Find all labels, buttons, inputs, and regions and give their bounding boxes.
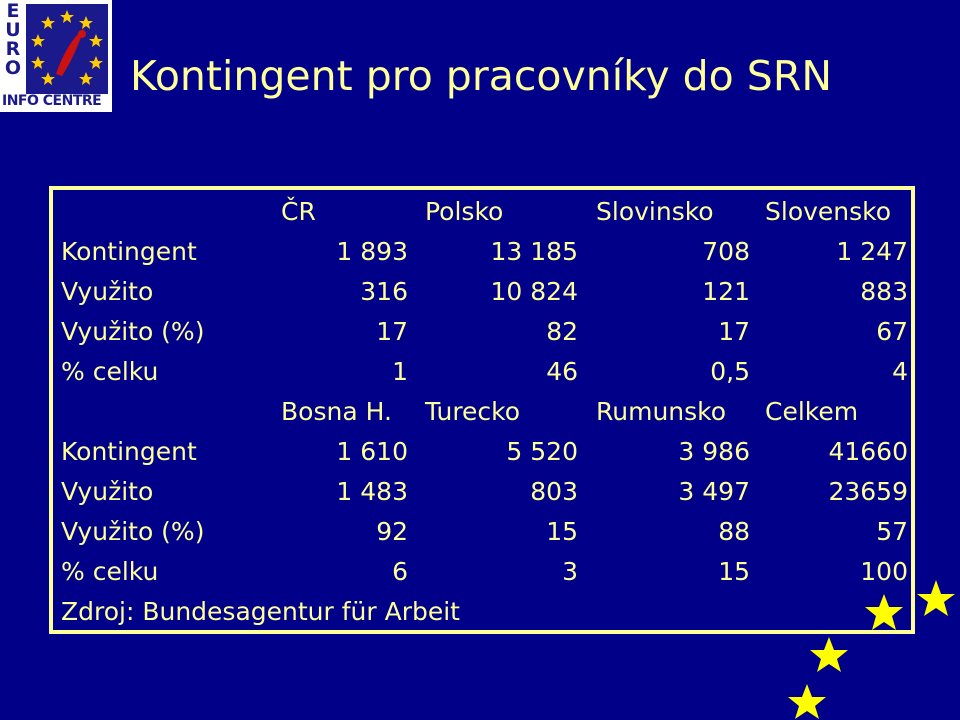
table-cell: 100 bbox=[860, 557, 908, 586]
star-icon bbox=[810, 637, 848, 672]
table-row bbox=[53, 552, 911, 592]
table-cell: 0,5 bbox=[710, 357, 750, 386]
table-cell: 15 bbox=[718, 557, 750, 586]
column-header: Turecko bbox=[425, 397, 521, 426]
column-header: Polsko bbox=[425, 197, 504, 226]
table-cell: 92 bbox=[376, 517, 408, 546]
table-row bbox=[53, 232, 911, 272]
table-cell: 3 497 bbox=[678, 477, 750, 506]
logo-vertical-text bbox=[1, 2, 25, 78]
column-header: Bosna H. bbox=[281, 397, 392, 426]
column-header: Slovinsko bbox=[596, 197, 714, 226]
column-header: Slovensko bbox=[765, 197, 892, 226]
row-label: Využito (%) bbox=[61, 317, 205, 346]
table-cell: 17 bbox=[376, 317, 408, 346]
logo-letter: O bbox=[4, 57, 22, 79]
logo-star-circle-icon bbox=[26, 4, 108, 94]
row-label: Využito bbox=[61, 277, 154, 306]
table-cell: 4 bbox=[892, 357, 908, 386]
star-icon bbox=[917, 580, 955, 616]
table-cell: 1 483 bbox=[336, 477, 408, 506]
table-cell: 23659 bbox=[828, 477, 908, 506]
table-cell: 1 247 bbox=[836, 237, 908, 266]
table-cell: 316 bbox=[360, 277, 408, 306]
table-cell: 1 893 bbox=[336, 237, 408, 266]
table-row bbox=[53, 312, 911, 352]
table-row bbox=[53, 352, 911, 392]
table-cell: 88 bbox=[718, 517, 750, 546]
star-icon bbox=[788, 684, 826, 719]
row-label: Využito bbox=[61, 477, 154, 506]
table-cell: 10 824 bbox=[490, 277, 578, 306]
table-cell: 67 bbox=[876, 317, 908, 346]
row-label: Kontingent bbox=[61, 237, 197, 266]
table-cell: 6 bbox=[392, 557, 408, 586]
table-cell: 883 bbox=[860, 277, 908, 306]
table-row bbox=[53, 472, 911, 512]
column-header: Celkem bbox=[765, 397, 859, 426]
row-label: % celku bbox=[61, 557, 159, 586]
row-label: Kontingent bbox=[61, 437, 197, 466]
row-label: Využito (%) bbox=[61, 517, 205, 546]
table-row bbox=[53, 512, 911, 552]
logo-letter: E bbox=[6, 0, 20, 22]
column-header: Rumunsko bbox=[596, 397, 727, 426]
source-note: Zdroj: Bundesagentur für Arbeit bbox=[61, 597, 460, 626]
table-cell: 1 610 bbox=[336, 437, 408, 466]
table-cell: 15 bbox=[546, 517, 578, 546]
logo-emblem bbox=[26, 4, 108, 94]
table-cell: 57 bbox=[876, 517, 908, 546]
slide-title: Kontingent pro pracovníky do SRN bbox=[130, 52, 832, 100]
table-cell: 708 bbox=[702, 237, 750, 266]
table-cell: 3 986 bbox=[678, 437, 750, 466]
euro-info-centre-logo bbox=[0, 0, 112, 112]
data-table bbox=[49, 186, 915, 634]
table-cell: 41660 bbox=[828, 437, 908, 466]
table-cell: 5 520 bbox=[506, 437, 578, 466]
source-row bbox=[53, 592, 911, 632]
logo-letter: R bbox=[5, 38, 21, 60]
logo-letter: U bbox=[5, 19, 21, 41]
table-cell: 803 bbox=[530, 477, 578, 506]
table-cell: 121 bbox=[702, 277, 750, 306]
table-cell: 17 bbox=[718, 317, 750, 346]
table-row bbox=[53, 272, 911, 312]
table-row bbox=[53, 432, 911, 472]
table-cell: 82 bbox=[546, 317, 578, 346]
table2-header-row bbox=[53, 392, 911, 432]
table-cell: 1 bbox=[392, 357, 408, 386]
logo-bottom-text: INFO CENTRE bbox=[2, 93, 102, 109]
table1-header-row bbox=[53, 192, 911, 232]
column-header: ČR bbox=[281, 197, 316, 226]
table-cell: 3 bbox=[562, 557, 578, 586]
table-cell: 46 bbox=[546, 357, 578, 386]
table-cell: 13 185 bbox=[490, 237, 578, 266]
row-label: % celku bbox=[61, 357, 159, 386]
